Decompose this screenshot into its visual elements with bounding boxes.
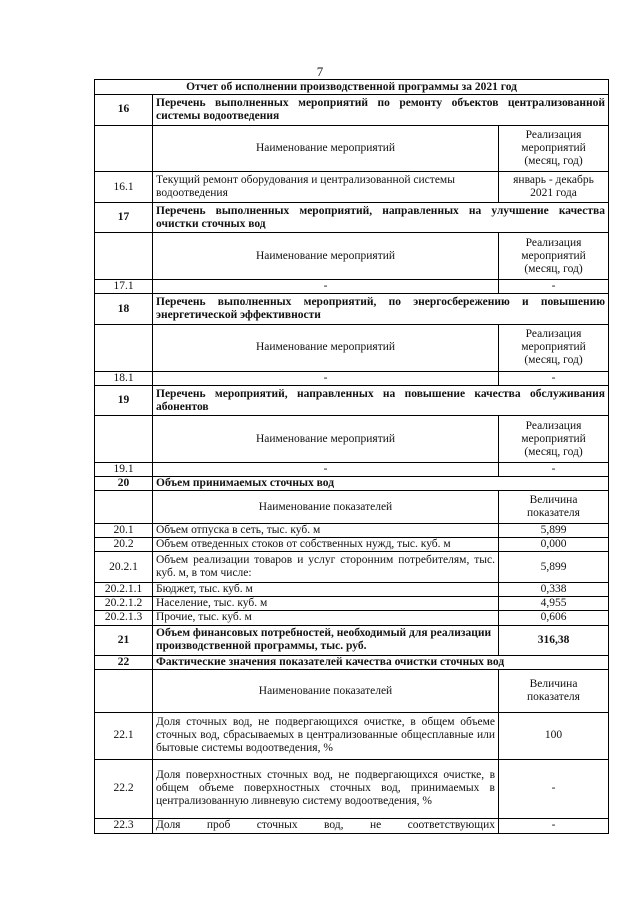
section-19-title-row — [95, 385, 609, 415]
section-21-row — [95, 625, 609, 655]
row-name: Текущий ремонт оборудования и централизованной системы водоотведения — [153, 172, 499, 202]
table-row — [95, 712, 609, 759]
row-name: Прочие, тыс. куб. м — [153, 611, 499, 625]
table-row — [95, 280, 609, 294]
section-20-header-blank — [95, 491, 153, 524]
row-name: Доля проб сточных вод, не соответствующих — [153, 818, 499, 833]
section-19-header-value: Реализация мероприятий (месяц, год) — [499, 416, 609, 463]
row-name: Объем отведенных стоков от собственных нужд, тыс. куб. м — [153, 538, 499, 552]
section-20-number: 20 — [95, 477, 153, 491]
section-19-title: Перечень мероприятий, направленных на повышение качества обслуживания абонентов — [153, 385, 609, 415]
section-22-header-value: Величина показателя — [499, 670, 609, 713]
section-16-title-row — [95, 95, 609, 125]
row-number: 22.3 — [95, 818, 153, 833]
row-value: 5,899 — [499, 552, 609, 582]
section-16-header-blank — [95, 125, 153, 172]
section-18-header-name: Наименование мероприятий — [153, 324, 499, 371]
row-name: - — [153, 463, 499, 477]
row-value: 0,000 — [499, 538, 609, 552]
section-16-header-name: Наименование мероприятий — [153, 125, 499, 172]
section-17-title: Перечень выполненных мероприятий, направленных на улучшение качества очистки сточных вод — [153, 202, 609, 232]
section-20-title-row — [95, 477, 609, 491]
section-22-title-row — [95, 656, 609, 670]
section-16-title: Перечень выполненных мероприятий по ремонту объектов централизованной системы водоотведения — [153, 95, 609, 125]
table-row — [95, 611, 609, 625]
table-row — [95, 818, 609, 833]
row-value: - — [499, 280, 609, 294]
table-row — [95, 172, 609, 202]
table-row — [95, 552, 609, 582]
section-17-header-row — [95, 233, 609, 280]
row-value: 4,955 — [499, 597, 609, 611]
section-17-title-row — [95, 202, 609, 232]
section-18-header-blank — [95, 324, 153, 371]
row-value: 100 — [499, 712, 609, 759]
section-22-header-blank — [95, 670, 153, 713]
section-22-title: Фактические значения показателей качества очистки сточных вод — [153, 656, 609, 670]
row-value: 0,338 — [499, 582, 609, 596]
table-row — [95, 538, 609, 552]
row-value: - — [499, 818, 609, 833]
section-16-header-value: Реализация мероприятий (месяц, год) — [499, 125, 609, 172]
section-20-header-row — [95, 491, 609, 524]
section-19-header-blank — [95, 416, 153, 463]
section-18-title: Перечень выполненных мероприятий, по энергосбережению и повышению энергетической эффективности — [153, 294, 609, 324]
row-number: 20.1 — [95, 523, 153, 537]
table-row — [95, 597, 609, 611]
row-value: январь - декабрь 2021 года — [499, 172, 609, 202]
section-17-number: 17 — [95, 202, 153, 232]
row-name: Бюджет, тыс. куб. м — [153, 582, 499, 596]
section-21-title: Объем финансовых потребностей, необходимый для реализации производственной программы, тыс. руб. — [153, 625, 499, 655]
section-17-header-value: Реализация мероприятий (месяц, год) — [499, 233, 609, 280]
table-row — [95, 759, 609, 818]
production-program-report-table — [94, 79, 609, 834]
row-value: 5,899 — [499, 523, 609, 537]
section-16-header-row — [95, 125, 609, 172]
section-18-number: 18 — [95, 294, 153, 324]
row-number: 20.2.1.1 — [95, 582, 153, 596]
section-20-header-name: Наименование показателей — [153, 491, 499, 524]
section-22-number: 22 — [95, 656, 153, 670]
row-number: 20.2.1.3 — [95, 611, 153, 625]
section-16-number: 16 — [95, 95, 153, 125]
row-number: 18.1 — [95, 371, 153, 385]
row-name: - — [153, 371, 499, 385]
table-title: Отчет об исполнении производственной программы за 2021 год — [95, 80, 609, 95]
row-name: Объем отпуска в сеть, тыс. куб. м — [153, 523, 499, 537]
section-19-header-name: Наименование мероприятий — [153, 416, 499, 463]
row-number: 20.2.1 — [95, 552, 153, 582]
row-number: 22.1 — [95, 712, 153, 759]
row-number: 19.1 — [95, 463, 153, 477]
section-21-number: 21 — [95, 625, 153, 655]
section-20-title: Объем принимаемых сточных вод — [153, 477, 609, 491]
table-title-row — [95, 80, 609, 95]
table-row — [95, 371, 609, 385]
row-name: Доля сточных вод, не подвергающихся очистке, в общем объеме сточных вод, сбрасываемых в централизованные общесплавные или бытовые системы водоотведения, % — [153, 712, 499, 759]
page-number: 7 — [316, 64, 324, 79]
section-17-header-blank — [95, 233, 153, 280]
section-19-header-row — [95, 416, 609, 463]
row-number: 17.1 — [95, 280, 153, 294]
section-18-header-row — [95, 324, 609, 371]
table-row — [95, 463, 609, 477]
row-name: Доля поверхностных сточных вод, не подвергающихся очистке, в общем объеме поверхностных сточных вод, принимаемых в централизованную ливневую систему водоотведения, % — [153, 759, 499, 818]
row-value: - — [499, 463, 609, 477]
row-number: 16.1 — [95, 172, 153, 202]
section-20-header-value: Величина показателя — [499, 491, 609, 524]
row-value: - — [499, 759, 609, 818]
row-name: Население, тыс. куб. м — [153, 597, 499, 611]
row-number: 20.2 — [95, 538, 153, 552]
row-number: 20.2.1.2 — [95, 597, 153, 611]
section-19-number: 19 — [95, 385, 153, 415]
row-name: - — [153, 280, 499, 294]
section-18-title-row — [95, 294, 609, 324]
row-number: 22.2 — [95, 759, 153, 818]
section-22-header-name: Наименование показателей — [153, 670, 499, 713]
section-21-value: 316,38 — [499, 625, 609, 655]
row-value: 0,606 — [499, 611, 609, 625]
table-row — [95, 523, 609, 537]
row-name: Объем реализации товаров и услуг сторонним потребителям, тыс. куб. м, в том числе: — [153, 552, 499, 582]
table-row — [95, 582, 609, 596]
section-17-header-name: Наименование мероприятий — [153, 233, 499, 280]
row-value: - — [499, 371, 609, 385]
section-18-header-value: Реализация мероприятий (месяц, год) — [499, 324, 609, 371]
section-22-header-row — [95, 670, 609, 713]
